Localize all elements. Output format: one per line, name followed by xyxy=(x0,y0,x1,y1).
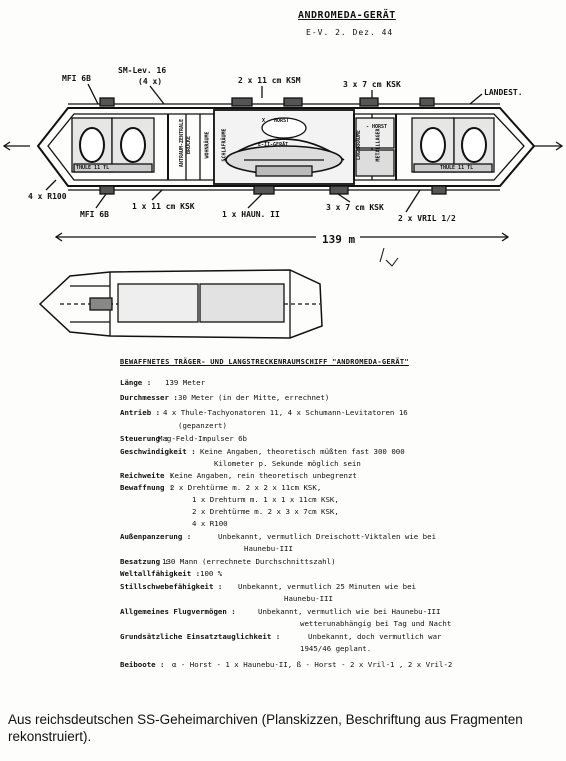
hangar-ii-geraet: E-II-GERÄT xyxy=(258,142,289,148)
spec-key: Beiboote : xyxy=(120,660,165,669)
spec-value: Keine Angaben, rein theoretisch unbegrenzt xyxy=(170,471,357,480)
label-sm-lev-count: (4 x) xyxy=(138,77,163,86)
spec-value: 4 x R100 xyxy=(192,519,228,528)
spec-value: 130 Mann (errechnete Durchschnittszahl) xyxy=(162,557,336,566)
spec-key: Bewaffnung : xyxy=(120,483,174,492)
spec-key: Besatzung : xyxy=(120,557,169,566)
spec-value: 1 x Drehturm m. 1 x 1 x 11cm KSK, xyxy=(192,495,339,504)
spec-key: Antrieb : xyxy=(120,408,161,417)
spec-key: Weltallfähigkeit : xyxy=(120,569,201,578)
spec-value: Mag-Feld-Impulser 6b xyxy=(158,434,247,443)
spec-value: Unbekannt, vermutlich 25 Minuten wie bei xyxy=(238,582,416,591)
hangar-horst-top: X - HORST xyxy=(262,118,290,124)
spec-key: Geschwindigkeit : xyxy=(120,447,196,456)
spec-key: Durchmesser : xyxy=(120,393,178,402)
thule-right: THULE 11 TL xyxy=(440,165,474,171)
spec-value: 2 x Drehtürme m. 2 x 2 x 11cm KSK, xyxy=(170,483,322,492)
spec-value: α - Horst - 1 x Haunebu-II, ß - Horst - 2 x Vril-1 , 2 x Vril-2 xyxy=(172,660,453,669)
spec-value: Unbekannt, doch vermutlich war xyxy=(308,632,442,641)
spec-key: Stillschwebefähigkeit : xyxy=(120,582,223,591)
spec-key: Allgemeines Flugvermögen : xyxy=(120,607,236,616)
spec-value: 100 % xyxy=(200,569,223,578)
spec-value: (gepanzert) xyxy=(178,421,227,430)
spec-value: 139 Meter xyxy=(165,378,206,387)
label-ksm: 2 x 11 cm KSM xyxy=(238,76,301,85)
label-mfi-bottom: MFI 6B xyxy=(80,210,109,219)
spec-value: 30 Meter (in der Mitte, errechnet) xyxy=(178,393,330,402)
section-schlafraeume: SCHLAFRÄUME xyxy=(221,128,228,162)
section-bruecke: BRÜCKE xyxy=(186,135,193,155)
label-length: 139 m xyxy=(322,233,356,246)
spec-value: Haunebu-III xyxy=(284,594,333,603)
thule-left: THULE 11 TL xyxy=(76,165,110,171)
caption: Aus reichsdeutschen SS-Geheimarchiven (Planskizzen, Beschriftung aus Fragmenten rekonstruiert). xyxy=(8,712,523,744)
spec-value: Keine Angaben, theoretisch müßten fast 300 000 xyxy=(200,447,405,456)
spec-key: Außenpanzerung : xyxy=(120,532,192,541)
spec-value: Haunebu-III xyxy=(244,544,293,553)
spec-key: Grundsätzliche Einsatztauglichkeit : xyxy=(120,632,281,641)
spec-key: Reichweite : xyxy=(120,471,174,480)
spec-value: Unbekannt, vermutlich Dreischott-Viktalen wie bei xyxy=(218,532,437,541)
label-ksk-top: 3 x 7 cm KSK xyxy=(343,80,401,89)
label-vril: 2 x VRIL 1/2 xyxy=(398,214,456,223)
label-landest: LANDEST. xyxy=(484,88,523,97)
spec-key: Steuerung : xyxy=(120,434,169,443)
label-ksk-11: 1 x 11 cm KSK xyxy=(132,202,195,211)
spec-value: wetterunabhängig bei Tag und Nacht xyxy=(300,619,452,628)
label-haun: 1 x HAUN. II xyxy=(222,210,280,219)
ship-blueprint xyxy=(0,0,566,360)
spec-value: Unbekannt, vermutlich wie bei Haunebu-III xyxy=(258,607,441,616)
spec-value: 4 x Thule-Tachyonatoren 11, 4 x Schumann-Levitatoren 16 xyxy=(163,408,408,417)
label-mfi-top: MFI 6B xyxy=(62,74,91,83)
label-r100: 4 x R100 xyxy=(28,192,67,201)
section-metalllager: METALLLAGER xyxy=(375,128,382,162)
spec-value: Kilometer p. Sekunde möglich sein xyxy=(214,459,361,468)
spec-value: 1945/46 geplant. xyxy=(300,644,372,653)
document-title: ANDROMEDA-GERÄT xyxy=(298,10,396,21)
section-antraum: ANTRAUM-ZENTRALE xyxy=(179,118,186,168)
hangar-horst-right: - HORST xyxy=(366,124,388,130)
document-date: E-V. 2. Dez. 44 xyxy=(306,28,394,37)
section-lagerraeume: LAGERRÄUME xyxy=(356,129,363,161)
label-sm-lev: SM-Lev. 16 xyxy=(118,66,167,75)
specs-heading: BEWAFFNETES TRÄGER- UND LANGSTRECKENRAUMSCHIFF "ANDROMEDA-GERÄT" xyxy=(120,358,409,366)
spec-key: Länge : xyxy=(120,378,152,387)
spec-value: 2 x Drehtürme m. 2 x 3 x 7cm KSK, xyxy=(192,507,339,516)
section-wohnraeume: WOHNRÄUME xyxy=(204,131,211,159)
label-ksk-7: 3 x 7 cm KSK xyxy=(326,203,384,212)
